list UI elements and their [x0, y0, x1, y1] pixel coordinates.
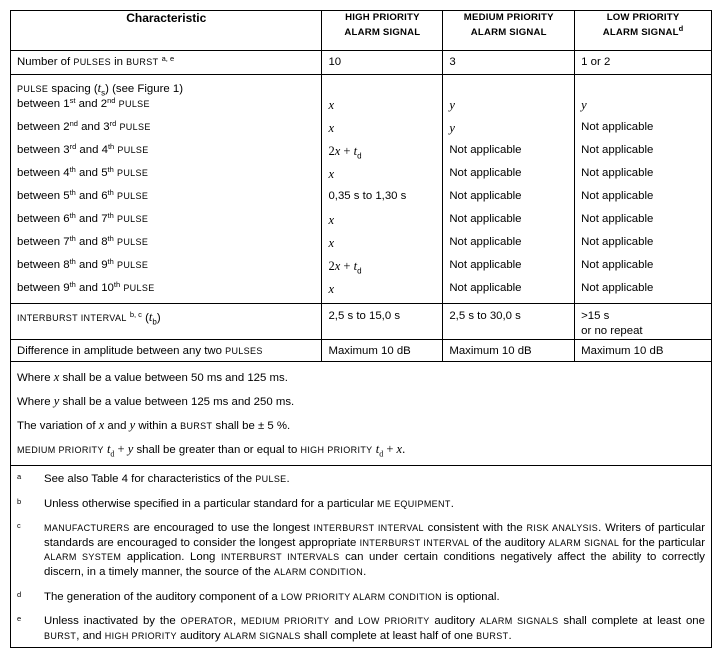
interburst-label: INTERBURST INTERVAL $^{b, c}$ $(t_b)$ [11, 304, 322, 340]
amplitude-medium: Maximum 10 dB [443, 339, 575, 361]
spacing-medium: Not applicable [443, 281, 575, 304]
spacing-low: Not applicable [575, 212, 712, 235]
spacing-medium: Not applicable [443, 212, 575, 235]
spacing-high: x [322, 120, 443, 143]
footnote-b: b Unless otherwise specified in a particular standard for a particular ME EQUIPMENT. [17, 496, 454, 510]
footnote-c: c MANUFACTURERS are encouraged to use the longest INTERBURST INTERVAL consistent with the RISK ANALYSIS. Writers of particular standards are encouraged to consider the longest appropriate INTERBURST INTERVAL of the auditory ALARM SIGNAL for the particular ALARM SYSTEM application. Long INTERBURST INTERVALS can under certain conditions negatively affect the ability to correctly discern, in a timely manner, the source of the ALARM CONDITION. [17, 521, 706, 578]
pulses-medium: 3 [443, 51, 575, 75]
footnote-d: d The generation of the auditory component of a LOW PRIORITY ALARM CONDITION is optional. [17, 589, 500, 603]
interburst-medium: 2,5 s to 30,0 s [443, 304, 575, 340]
spacing-medium: Not applicable [443, 235, 575, 258]
table-row-footnotes [11, 465, 712, 647]
note-medium-vs-high: MEDIUM PRIORITY $t_d + y$ shall be greater than or equal to HIGH PRIORITY $t_d + x$. [17, 441, 406, 459]
spacing-label: between 7th and 8th PULSE [11, 235, 322, 258]
table-row-spacing [11, 189, 712, 212]
table-row-spacing [11, 166, 712, 189]
spacing-low: Not applicable [575, 281, 712, 304]
table-row-spacing [11, 281, 712, 304]
table-row-spacing [11, 97, 712, 120]
spacing-label: between 6th and 7th PULSE [11, 212, 322, 235]
spacing-rows [11, 97, 712, 304]
spacing-high: $2x + t_d$ [322, 258, 443, 281]
table-row-spacing [11, 143, 712, 166]
spacing-label: between 3rd and 4th PULSE [11, 143, 322, 166]
spacing-high: $2x + t_d$ [322, 143, 443, 166]
footnote-e: e Unless inactivated by the OPERATOR, MEDIUM PRIORITY and LOW PRIORITY auditory ALARM SIGNALS shall complete at least one BURST, and HIGH PRIORITY auditory ALARM SIGNALS shall complete at least half of one BURST. [17, 614, 705, 642]
header-medium-priority: MEDIUM PRIORITY ALARM SIGNAL [443, 11, 575, 51]
table-row-spacing [11, 258, 712, 281]
spacing-medium: y [443, 97, 575, 120]
note-x: Where x shall be a value between 50 ms and 125 ms. [17, 369, 288, 384]
table-row-amplitude [11, 339, 712, 361]
spacing-medium: Not applicable [443, 143, 575, 166]
spacing-low: y [575, 97, 712, 120]
spacing-label: between 5th and 6th PULSE [11, 189, 322, 212]
amplitude-low: Maximum 10 dB [575, 339, 712, 361]
spacing-medium: Not applicable [443, 189, 575, 212]
spacing-label: between 4th and 5th PULSE [11, 166, 322, 189]
spacing-heading: PULSE spacing $(t_s)$ (see Figure 1) [11, 75, 322, 97]
spacing-label: between 1st and 2nd PULSE [11, 97, 322, 120]
table-row-notes [11, 361, 712, 465]
interburst-high: 2,5 s to 15,0 s [322, 304, 443, 340]
spacing-low: Not applicable [575, 235, 712, 258]
spacing-label: between 2nd and 3rd PULSE [11, 120, 322, 143]
table-row-spacing [11, 120, 712, 143]
pulses-label: Number of PULSES in BURST $^{a, e}$ [11, 51, 322, 75]
table-header-row [11, 11, 712, 51]
footnotes-block [11, 465, 712, 647]
spacing-high: x [322, 97, 443, 120]
spacing-low: Not applicable [575, 143, 712, 166]
amplitude-label: Difference in amplitude between any two PULSES [11, 339, 322, 361]
spacing-medium: Not applicable [443, 258, 575, 281]
table-row-spacing-heading [11, 75, 712, 97]
notes-block [11, 361, 712, 465]
spacing-high: x [322, 212, 443, 235]
spacing-label: between 8th and 9th PULSE [11, 258, 322, 281]
spacing-high: x [322, 281, 443, 304]
spacing-high: 0,35 s to 1,30 s [322, 189, 443, 212]
header-low-priority: LOW PRIORITY ALARM SIGNAL$^d$ [575, 11, 712, 51]
footnote-a: a See also Table 4 for characteristics of the PULSE. [17, 471, 290, 485]
spacing-medium: Not applicable [443, 166, 575, 189]
pulses-high: 10 [322, 51, 443, 75]
amplitude-high: Maximum 10 dB [322, 339, 443, 361]
spacing-medium: y [443, 120, 575, 143]
interburst-low: >15 s or no repeat [575, 304, 712, 340]
table-row-spacing [11, 212, 712, 235]
spacing-label: between 9th and 10th PULSE [11, 281, 322, 304]
spacing-low: Not applicable [575, 120, 712, 143]
table-row-spacing [11, 235, 712, 258]
table-row-pulses [11, 51, 712, 75]
header-characteristic: Characteristic [11, 11, 322, 51]
spacing-low: Not applicable [575, 166, 712, 189]
spacing-high: x [322, 235, 443, 258]
header-high-priority: HIGH PRIORITY ALARM SIGNAL [322, 11, 443, 51]
spacing-low: Not applicable [575, 189, 712, 212]
pulses-low: 1 or 2 [575, 51, 712, 75]
note-variation: The variation of x and y within a BURST shall be ± 5 %. [17, 417, 291, 432]
table-row-interburst [11, 304, 712, 340]
note-y: Where y shall be a value between 125 ms and 250 ms. [17, 393, 295, 408]
spacing-high: x [322, 166, 443, 189]
spacing-low: Not applicable [575, 258, 712, 281]
alarm-signal-table [10, 10, 712, 648]
